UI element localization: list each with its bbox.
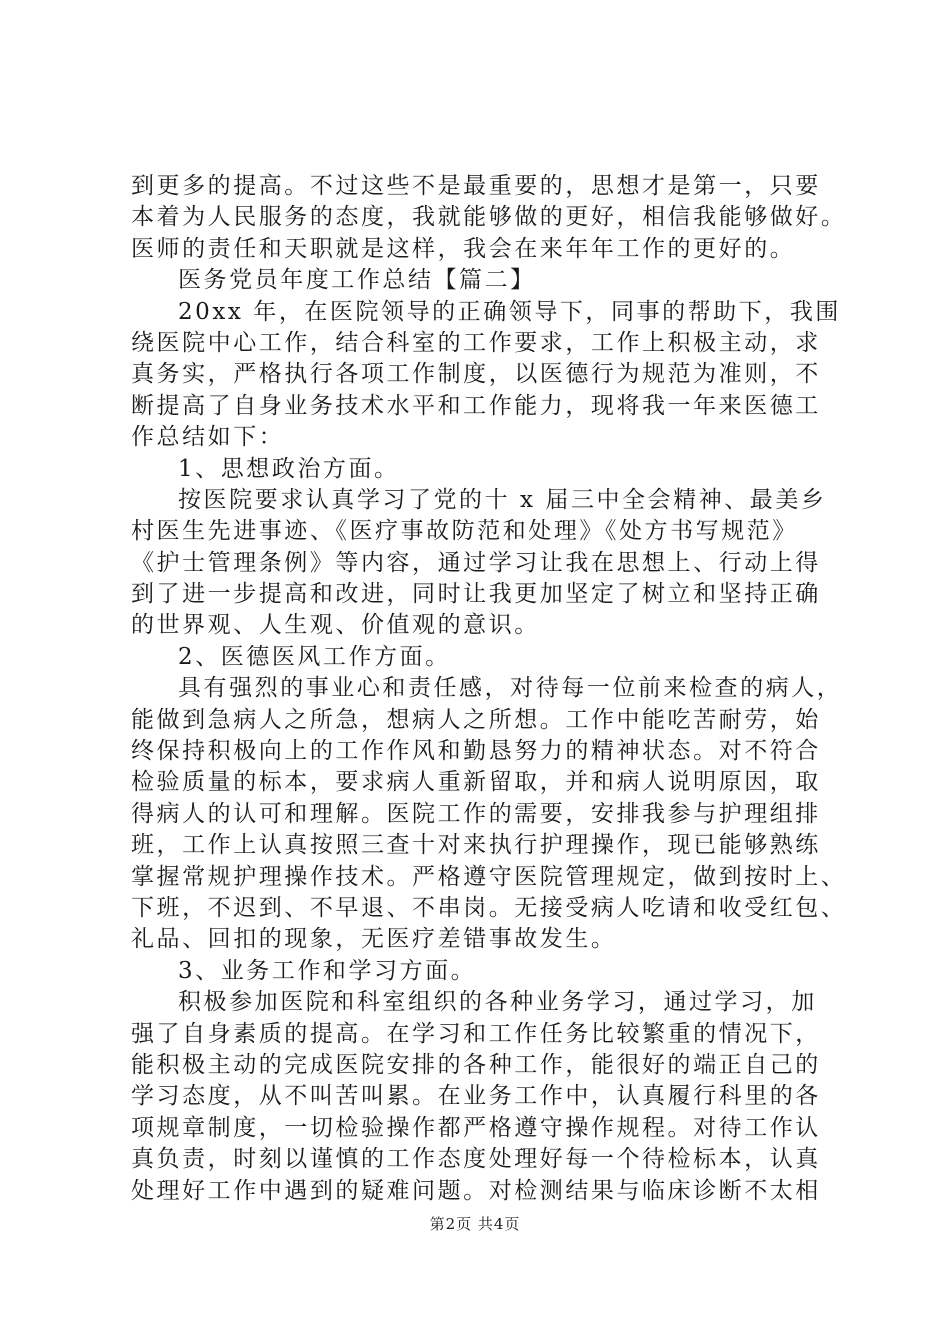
text-line: 的世界观、人生观、价值观的意识。 [131,612,540,639]
text-line: 到更多的提高。不过这些不是最重要的，思想才是第一，只要 [131,173,821,199]
document-body [131,171,847,1207]
text-line: 处理好工作中遇到的疑难问题。对检测结果与临床诊断不太相 [131,1177,821,1204]
text-line: 得病人的认可和理解。医院工作的需要，安排我参与护理组排 [131,800,821,827]
text-line: 班，工作上认真按照三查十对来执行护理操作，现已能够熟练 [131,832,821,859]
text-line: 具有强烈的事业心和责任感，对待每一位前来检查的病人， [178,675,843,702]
text-line: 本着为人民服务的态度，我就能够做的更好，相信我能够做好。 [131,204,847,231]
text-line: 项规章制度，一切检验操作都严格遵守操作规程。对待工作认 [131,1114,821,1141]
text-line: 强了自身素质的提高。在学习和工作任务比较繁重的情况下， [131,1020,821,1047]
text-line: 按医院要求认真学习了党的十 x 届三中全会精神、最美乡 [178,486,827,513]
text-line: 下班，不迟到、不早退、不串岗。无接受病人吃请和收受红包、 [131,894,847,921]
text-line: 掌握常规护理操作技术。严格遵守医院管理规定，做到按时上、 [131,863,847,890]
text-line: 作总结如下： [131,424,285,451]
text-line: 到了进一步提高和改进，同时让我更加坚定了树立和坚持正确 [131,581,821,608]
text-line: 绕医院中心工作，结合科室的工作要求，工作上积极主动，求 [131,329,821,356]
text-line: 1、思想政治方面。 [178,455,400,482]
text-line: 断提高了自身业务技术水平和工作能力，现将我一年来医德工 [131,392,821,419]
text-line: 村医生先进事迹、《医疗事故防范和处理》《处方书写规范》 [131,518,798,545]
page-footer: 第2页 共4页 [429,1215,521,1233]
text-line: 学习态度，从不叫苦叫累。在业务工作中，认真履行科里的各 [131,1083,821,1110]
text-line: 医师的责任和天职就是这样，我会在来年年工作的更好的。 [131,235,796,262]
text-line: 《护士管理条例》等内容，通过学习让我在思想上、行动上得 [131,549,821,576]
text-line: 检验质量的标本，要求病人重新留取，并和病人说明原因，取 [131,769,821,796]
text-line: 医务党员年度工作总结【篇二】 [178,267,536,294]
text-line: 20xx 年，在医院领导的正确领导下，同事的帮助下，我围 [178,298,841,325]
text-line: 真负责，时刻以谨慎的工作态度处理好每一个待检标本，认真 [131,1146,821,1173]
text-line: 积极参加医院和科室组织的各种业务学习，通过学习，加 [178,989,817,1016]
text-line: 能做到急病人之所急，想病人之所想。工作中能吃苦耐劳，始 [131,706,821,733]
text-line: 礼品、回扣的现象，无医疗差错事故发生。 [131,926,617,953]
text-line: 真务实，严格执行各项工作制度，以医德行为规范为准则，不 [131,361,821,388]
text-line: 3、业务工作和学习方面。 [178,957,477,984]
text-line: 2、医德医风工作方面。 [178,643,451,670]
text-line: 终保持积极向上的工作作风和勤恳努力的精神状态。对不符合 [131,738,821,765]
text-line: 能积极主动的完成医院安排的各种工作，能很好的端正自己的 [131,1051,821,1078]
